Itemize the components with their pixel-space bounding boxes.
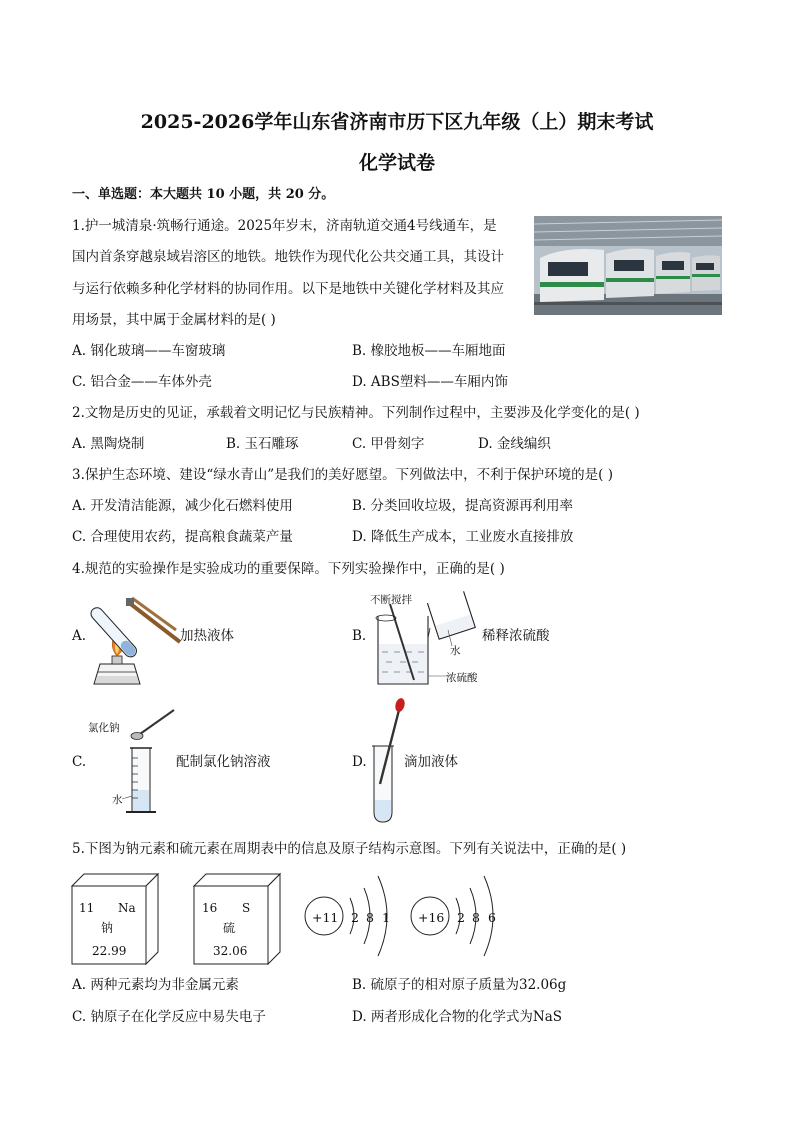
q3-option-d[interactable]: D. 降低生产成本，工业废水直接排放	[352, 529, 574, 545]
q4-option-d-letter[interactable]: D.	[352, 754, 367, 770]
sulfur-atomic-number: 16	[202, 901, 218, 915]
label-water-c: 水	[112, 794, 123, 806]
q2-option-c[interactable]: C. 甲骨刻字	[352, 436, 425, 452]
q5-stem: 5.下图为钠元素和硫元素在周期表中的信息及原子结构示意图。下列有关说法中，正确的是( )	[72, 841, 627, 857]
sulfur-nucleus-charge: +16	[418, 910, 445, 925]
sulfur-symbol: S	[242, 901, 251, 915]
q3-option-c[interactable]: C. 合理使用农药，提高粮食蔬菜产量	[72, 529, 293, 545]
q5-option-c[interactable]: C. 钠原子在化学反应中易失电子	[72, 1009, 266, 1025]
q2-stem: 2.文物是历史的见证，承载着文明记忆与民族精神。下列制作过程中，主要涉及化学变化的是( )	[72, 405, 640, 421]
sodium-symbol: Na	[118, 901, 136, 915]
sulfur-shell-1: 2	[457, 910, 465, 925]
sodium-shell-2: 8	[366, 910, 374, 925]
q2-option-b[interactable]: B. 玉石雕琢	[226, 436, 299, 452]
heating-liquid-diagram	[86, 586, 186, 691]
q5-option-b[interactable]: B. 硫原子的相对原子质量为32.06g	[352, 977, 567, 993]
sodium-name: 钠	[101, 921, 114, 935]
q1-option-c[interactable]: C. 铝合金——车体外壳	[72, 374, 212, 390]
q4-option-b-letter[interactable]: B.	[352, 628, 367, 644]
exam-title: 2025-2026学年山东省济南市历下区九年级（上）期末考试	[140, 111, 654, 133]
q2-option-d[interactable]: D. 金线编织	[478, 436, 551, 452]
sulfur-shell-2: 8	[472, 910, 480, 925]
q3-option-a[interactable]: A. 开发清洁能源，减少化石燃料使用	[72, 498, 293, 514]
sulfur-mass: 32.06	[213, 944, 248, 958]
q1-line-3: 与运行依赖多种化学材料的协同作用。以下是地铁中关键化学材料及其应	[72, 281, 504, 297]
section-heading: 一、单选题：本大题共 10 小题，共 20 分。	[72, 187, 335, 202]
exam-subtitle: 化学试卷	[358, 152, 435, 174]
q1-option-d[interactable]: D. ABS塑料——车厢内饰	[352, 374, 508, 390]
label-water: 水	[450, 645, 461, 657]
sodium-shell-3: 1	[382, 910, 390, 925]
q5-option-a[interactable]: A. 两种元素均为非金属元素	[72, 977, 239, 993]
sodium-atomic-number: 11	[79, 901, 95, 915]
q2-option-a[interactable]: A. 黑陶烧制	[72, 436, 145, 452]
sodium-mass: 22.99	[92, 944, 127, 958]
q1-line-2: 国内首条穿越泉域岩溶区的地铁。地铁作为现代化公共交通工具，其设计	[72, 249, 504, 265]
q1-line-4: 用场景，其中属于金属材料的是( )	[72, 312, 276, 328]
q4-option-a-letter[interactable]: A.	[72, 628, 87, 644]
sodium-shell-1: 2	[351, 910, 359, 925]
q4-option-d-caption: 滴加液体	[404, 754, 458, 770]
sulfur-name: 硫	[223, 921, 236, 935]
metro-train-photo	[534, 216, 722, 315]
q3-option-b[interactable]: B. 分类回收垃圾，提高资源再利用率	[352, 498, 574, 514]
q4-option-a-caption: 加热液体	[180, 628, 234, 644]
q1-option-a[interactable]: A. 钢化玻璃——车窗玻璃	[72, 343, 226, 359]
q4-option-b-caption: 稀释浓硫酸	[482, 628, 550, 644]
q5-option-d[interactable]: D. 两者形成化合物的化学式为NaS	[352, 1009, 563, 1025]
q4-option-c-letter[interactable]: C.	[72, 754, 87, 770]
label-keep-stirring: 不断搅拌	[370, 594, 412, 606]
q1-option-b[interactable]: B. 橡胶地板——车厢地面	[352, 343, 506, 359]
label-conc-acid: 浓硫酸	[446, 672, 478, 684]
q4-stem: 4.规范的实验操作是实验成功的重要保障。下列实验操作中，正确的是( )	[72, 561, 505, 577]
q3-stem: 3.保护生态环境、建设“绿水青山”是我们的美好愿望。下列做法中，不利于保护环境的是( )	[72, 467, 614, 483]
q4-option-c-caption: 配制氯化钠溶液	[176, 754, 271, 770]
sulfur-shell-3: 6	[488, 910, 496, 925]
q1-line-1: 1.护一城清泉·筑畅行通途。2025年岁末，济南轨道交通4号线通车，是	[72, 218, 497, 234]
sodium-nucleus-charge: +11	[312, 910, 339, 925]
label-nacl: 氯化钠	[88, 722, 120, 734]
